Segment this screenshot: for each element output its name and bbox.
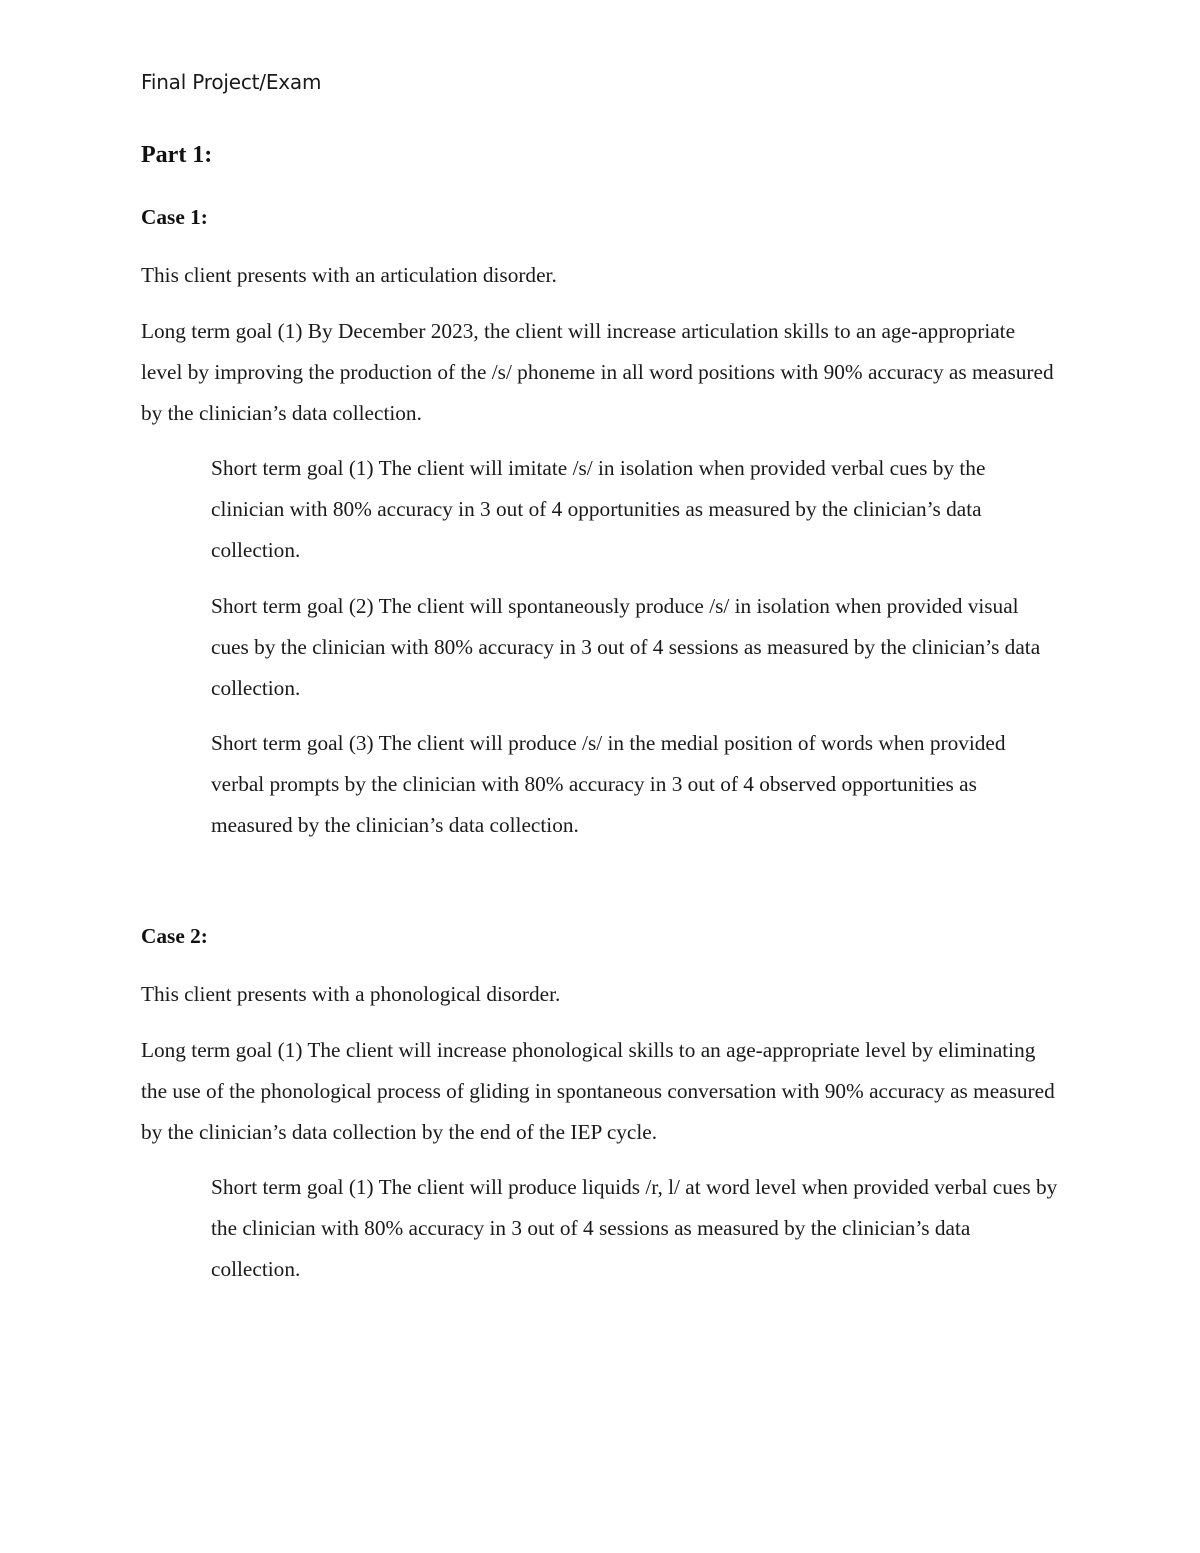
case-2-long-term-goal: Long term goal (1) The client will increase phonological skills to an age-appropriate level by eliminating the use of the phonological process of gliding in spontaneous conversation with 90% accuracy as measured by the clinician’s data collection by the end of the IEP cycle. <box>141 1038 1055 1144</box>
case-1-summary: This client presents with an articulation disorder. <box>141 263 557 287</box>
case-2-short-term-goal-1: Short term goal (1) The client will produce liquids /r, l/ at word level when provided verbal cues by the clinician with 80% accuracy in 3 out of 4 sessions as measured by the clinician’s data collection. <box>211 1175 1058 1281</box>
case-2-summary: This client presents with a phonological disorder. <box>141 982 561 1006</box>
case-1-title: Case 1: <box>141 205 208 229</box>
page-header: Final Project/Exam <box>141 70 322 94</box>
case-1-short-term-goal-2: Short term goal (2) The client will spontaneously produce /s/ in isolation when provided visual cues by the clinician with 80% accuracy in 3 out of 4 sessions as measured by the clinician’s data collection. <box>211 594 1041 700</box>
part-title: Part 1: <box>141 142 213 168</box>
case-1-short-term-goal-1: Short term goal (1) The client will imitate /s/ in isolation when provided verbal cues by the clinician with 80% accuracy in 3 out of 4 opportunities as measured by the clinician’s data collection. <box>211 456 986 562</box>
case-2-title: Case 2: <box>141 924 208 948</box>
case-1-short-term-goal-3: Short term goal (3) The client will produce /s/ in the medial position of words when provided verbal prompts by the clinician with 80% accuracy in 3 out of 4 observed opportunities as measured by the clinician’s data collection. <box>211 731 1006 837</box>
case-1-long-term-goal: Long term goal (1) By December 2023, the client will increase articulation skills to an age-appropriate level by improving the production of the /s/ phoneme in all word positions with 90% accuracy as measured by the clinician’s data collection. <box>141 319 1054 425</box>
